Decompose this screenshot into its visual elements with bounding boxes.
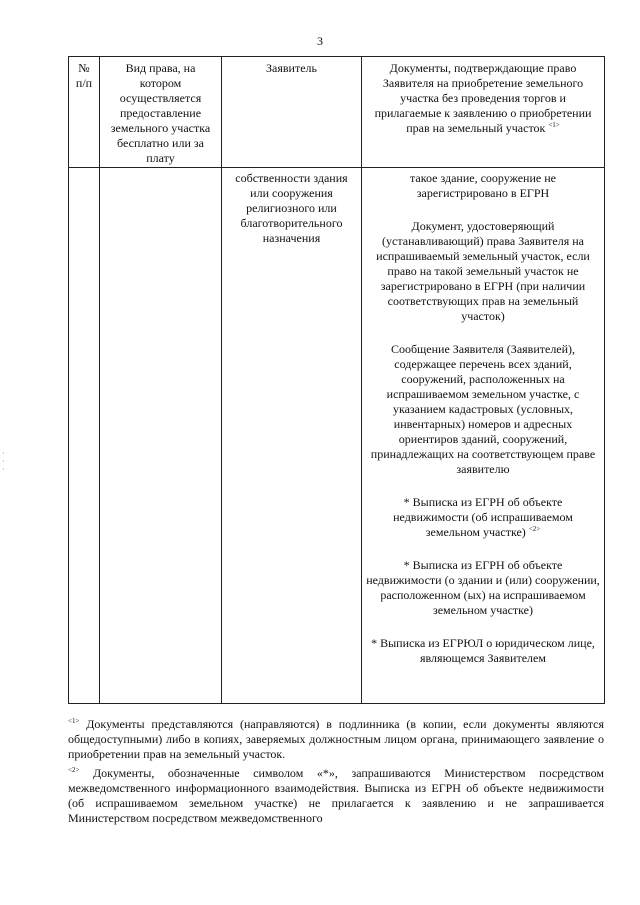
document-item-text: * Выписка из ЕГРН об объекте недвижимости (об испрашиваемом земельном участке) [393,495,573,539]
page-number: 3 [317,34,323,48]
cell-documents [362,168,605,704]
document-footnote-mark: <2> [528,525,541,533]
documents-list [362,168,604,666]
cell-applicant [222,168,362,704]
cell-applicant-text: собственности здания или сооружения религиозного или благотворительного назначения [235,171,348,245]
document-item [366,636,600,666]
footnote-2 [68,766,604,826]
header-applicant-text: Заявитель [266,61,317,75]
header-number-text: № п/п [75,61,93,90]
document-item-text: такое здание, сооружение не зарегистрировано в ЕГРН [410,171,556,200]
header-documents-wrap [362,57,604,136]
header-right-type-text: Вид права, на котором осуществляется предоставление земельного участка бесплатно или за плату [110,61,211,165]
header-footnote-mark: <1> [548,121,560,129]
document-item-text: Сообщение Заявителя (Заявителей), содержащее перечень всех зданий, сооружений, расположенных на испрашиваемом земельном участке, с указанием кадастровых (условных, инвентарных) номеров и адресных ориентиров зданий, сооружений, принадлежащих на соответствующем праве заявителю [370,342,596,476]
table-row [69,168,605,704]
header-number [69,57,100,168]
header-right-type [100,57,222,168]
document-item [366,558,600,618]
document-item-text: * Выписка из ЕГРЮЛ о юридическом лице, являющемся Заявителем [371,636,595,665]
footnote-1-mark: <1> [68,717,80,725]
footnote-1 [68,717,604,762]
header-applicant [222,57,362,168]
header-documents [362,57,605,168]
document-item [366,495,600,540]
cell-right-type [100,168,222,704]
footnotes [68,717,604,830]
document-item [366,342,600,477]
document-item [366,219,600,324]
document-item-text: * Выписка из ЕГРН об объекте недвижимости (о здании и (или) сооружении, расположенном (ых) на испрашиваемом земельном участке) [366,558,600,617]
header-documents-text: Документы, подтверждающие право Заявителя на приобретение земельного участка без проведения торгов и прилагаемые к заявлению о приобретении прав на земельный участок [374,61,592,135]
cell-number-text [69,168,99,171]
documents-table [68,56,605,704]
cell-number [69,168,100,704]
document-item [366,171,600,201]
footnote-2-text: Документы, обозначенные символом «*», запрашиваются Министерством посредством межведомственного информационного взаимодействия. Выписка из ЕГРН об объекте недвижимости (об испрашиваемом земельном участке) не прилагается к заявлению и не запрашивается Министерством посредством межведомственного [68,766,604,825]
cell-right-type-text [100,168,221,171]
footnote-2-mark: <2> [68,766,80,774]
table-header-row [69,57,605,168]
scan-edge-marks: · · · [2,449,5,474]
document-item-text: Документ, удостоверяющий (устанавливающий) права Заявителя на испрашиваемый земельный участок, если право на такой земельный участок не зарегистрировано в ЕГРН (при наличии соответствующих прав на земельный участок) [376,219,590,323]
footnote-1-text: Документы представляются (направляются) в подлинника (в копии, если документы являются общедоступными) либо в копиях, заверяемых должностным лицом органа, принимающего заявление о приобретении прав на земельный участок. [68,717,604,761]
